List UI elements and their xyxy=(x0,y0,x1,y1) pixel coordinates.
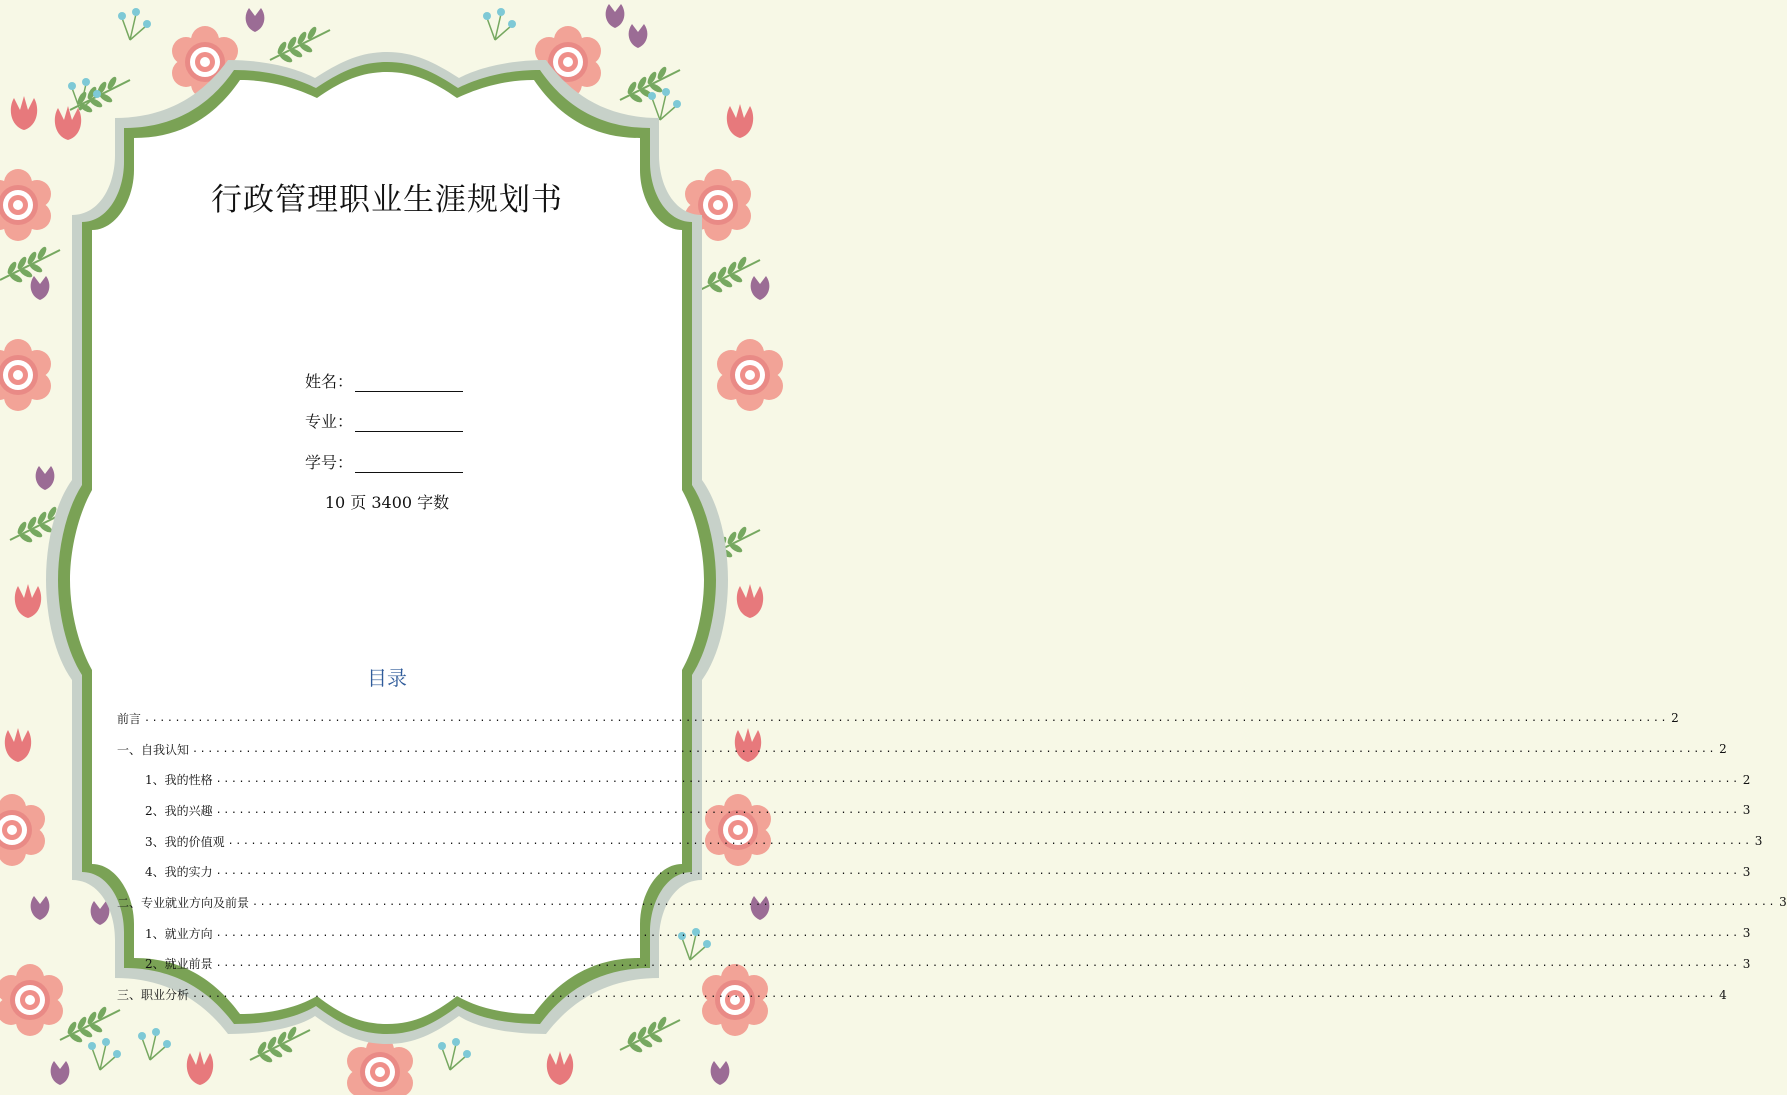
major-label: 专业： xyxy=(305,412,354,431)
toc-entry[interactable] xyxy=(117,887,1787,918)
student-id-field xyxy=(305,449,463,473)
toc-entry-text: 2、就业前景 xyxy=(145,957,213,972)
toc-entry[interactable] xyxy=(117,795,1751,826)
toc-entry-page: 3 xyxy=(1742,864,1751,879)
toc-leader-dots: ........................................................................................................................................................................................................ xyxy=(192,743,1717,755)
major-input-line[interactable] xyxy=(355,413,463,432)
toc-entry-page: 2 xyxy=(1742,772,1751,787)
toc-entry-text: 1、就业方向 xyxy=(145,926,213,941)
toc-leader-dots: ........................................................................................................................................................................................................ xyxy=(215,866,1740,878)
toc-leader-dots: ........................................................................................................................................................................................................ xyxy=(215,804,1740,816)
name-label: 姓名： xyxy=(305,372,354,391)
toc-entry[interactable] xyxy=(117,856,1751,887)
page-word-count: 10 页 3400 字数 xyxy=(324,493,450,512)
toc-entry-text: 二、专业就业方向及前景 xyxy=(117,895,250,910)
toc-entry[interactable] xyxy=(117,826,1763,857)
toc-entry[interactable] xyxy=(117,734,1727,765)
toc-entry-page: 2 xyxy=(1671,711,1679,726)
student-id-input-line[interactable] xyxy=(355,454,463,473)
toc-entry-page: 3 xyxy=(1742,803,1751,818)
toc-leader-dots: ........................................................................................................................................................................................................ xyxy=(215,774,1740,786)
toc-entry[interactable] xyxy=(117,918,1751,949)
toc-entry-text: 4、我的实力 xyxy=(145,865,213,880)
toc-entry[interactable] xyxy=(117,703,1679,734)
document-title: 行政管理职业生涯规划书 xyxy=(211,182,563,218)
toc-leader-dots: ........................................................................................................................................................................................................ xyxy=(252,896,1777,908)
toc-entry-text: 三、职业分析 xyxy=(117,988,190,1003)
toc-entry-text: 1、我的性格 xyxy=(145,773,213,788)
table-of-contents xyxy=(117,703,1787,1010)
toc-leader-dots: ........................................................................................................................................................................................................ xyxy=(227,835,1752,847)
toc-leader-dots: ........................................................................................................................................................................................................ xyxy=(192,989,1717,1001)
major-field xyxy=(305,408,463,432)
name-input-line[interactable] xyxy=(355,373,463,392)
toc-entry-page: 3 xyxy=(1742,956,1751,971)
toc-entry[interactable] xyxy=(117,949,1751,980)
toc-entry-page: 2 xyxy=(1719,742,1727,757)
name-field xyxy=(305,368,463,392)
toc-leader-dots: ........................................................................................................................................................................................................ xyxy=(215,927,1740,939)
toc-entry-page: 3 xyxy=(1742,926,1751,941)
toc-entry-text: 2、我的兴趣 xyxy=(145,803,213,818)
toc-entry-text: 一、自我认知 xyxy=(117,742,190,757)
toc-entry-page: 4 xyxy=(1719,987,1727,1002)
toc-leader-dots: ........................................................................................................................................................................................................ xyxy=(144,712,1669,724)
toc-entry[interactable] xyxy=(117,764,1751,795)
toc-title: 目录 xyxy=(367,666,407,690)
toc-entry[interactable] xyxy=(117,979,1727,1010)
toc-entry-text: 前言 xyxy=(117,711,142,726)
student-id-label: 学号： xyxy=(305,453,354,472)
toc-entry-page: 3 xyxy=(1779,895,1787,910)
toc-leader-dots: ........................................................................................................................................................................................................ xyxy=(215,958,1740,970)
toc-entry-text: 3、我的价值观 xyxy=(145,834,225,849)
toc-entry-page: 3 xyxy=(1754,834,1763,849)
